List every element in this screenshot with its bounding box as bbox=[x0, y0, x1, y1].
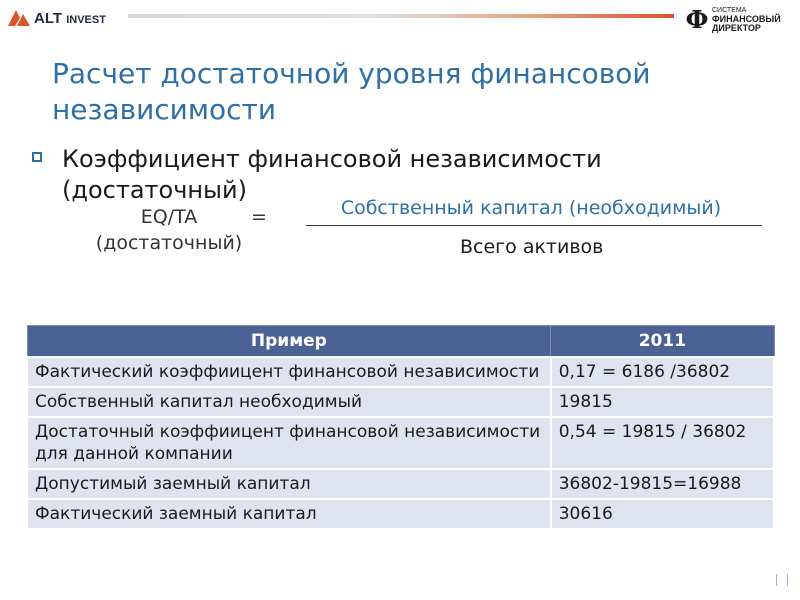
table-row bbox=[27, 357, 774, 387]
table-row bbox=[27, 417, 774, 469]
fraction-line bbox=[306, 225, 762, 226]
logo-line-2: ФИНАНСОВЫЙ bbox=[712, 14, 781, 24]
example-table bbox=[26, 325, 775, 530]
table-row bbox=[27, 499, 774, 529]
table-cell-value: 30616 bbox=[551, 499, 774, 529]
table-cell-value: 19815 bbox=[551, 387, 774, 417]
logo-line-3: ДИРЕКТОР bbox=[712, 23, 761, 33]
table-cell-value: 36802-19815=16988 bbox=[551, 469, 774, 499]
table-header-year: 2011 bbox=[551, 326, 774, 358]
logo-line-1: СИСТЕМА bbox=[712, 7, 747, 14]
bullet-text: Коэффициент финансовой независимости (достаточный) bbox=[62, 145, 602, 204]
square-bullet-icon bbox=[32, 152, 42, 162]
table-cell-label: Фактический коэффиицент финансовой независимости bbox=[27, 357, 551, 387]
phi-logo-icon: Ф bbox=[685, 5, 709, 34]
formula-numerator: Собственный капитал (необходимый) bbox=[340, 197, 722, 219]
altinvest-logo-icon bbox=[6, 6, 32, 30]
altinvest-logo-text bbox=[34, 10, 106, 27]
formula-denominator: Всего активов bbox=[460, 236, 604, 258]
table-row bbox=[27, 387, 774, 417]
header-divider bbox=[128, 14, 674, 18]
table-cell-label: Допустимый заемный капитал bbox=[27, 469, 551, 499]
financial-director-logo bbox=[686, 6, 781, 33]
formula-equals: = bbox=[251, 206, 267, 228]
table-row bbox=[27, 469, 774, 499]
altinvest-logo bbox=[6, 4, 106, 32]
table-cell-label: Собственный капитал необходимый bbox=[27, 387, 551, 417]
slide-title: Расчет достаточной уровня финансовой независимости bbox=[52, 57, 651, 126]
formula-left-line-2: (достаточный) bbox=[95, 232, 243, 254]
table-cell-value: 0,54 = 19815 / 36802 bbox=[551, 417, 774, 469]
formula-left-line-1: EQ/TA bbox=[140, 206, 198, 228]
table-cell-label: Фактический заемный капитал bbox=[27, 499, 551, 529]
table-header-example: Пример bbox=[27, 326, 551, 358]
table-cell-label: Достаточный коэффиицент финансовой независимости для данной компании bbox=[27, 417, 551, 469]
formula-left-side bbox=[64, 204, 274, 256]
slide-corner-mark bbox=[776, 574, 788, 586]
table-cell-value: 0,17 = 6186 /36802 bbox=[551, 357, 774, 387]
financial-director-logo-text bbox=[712, 6, 781, 33]
logo-brand-main: ALT bbox=[34, 9, 63, 27]
logo-brand-sub: INVEST bbox=[66, 13, 106, 26]
table-header-row bbox=[27, 326, 774, 358]
